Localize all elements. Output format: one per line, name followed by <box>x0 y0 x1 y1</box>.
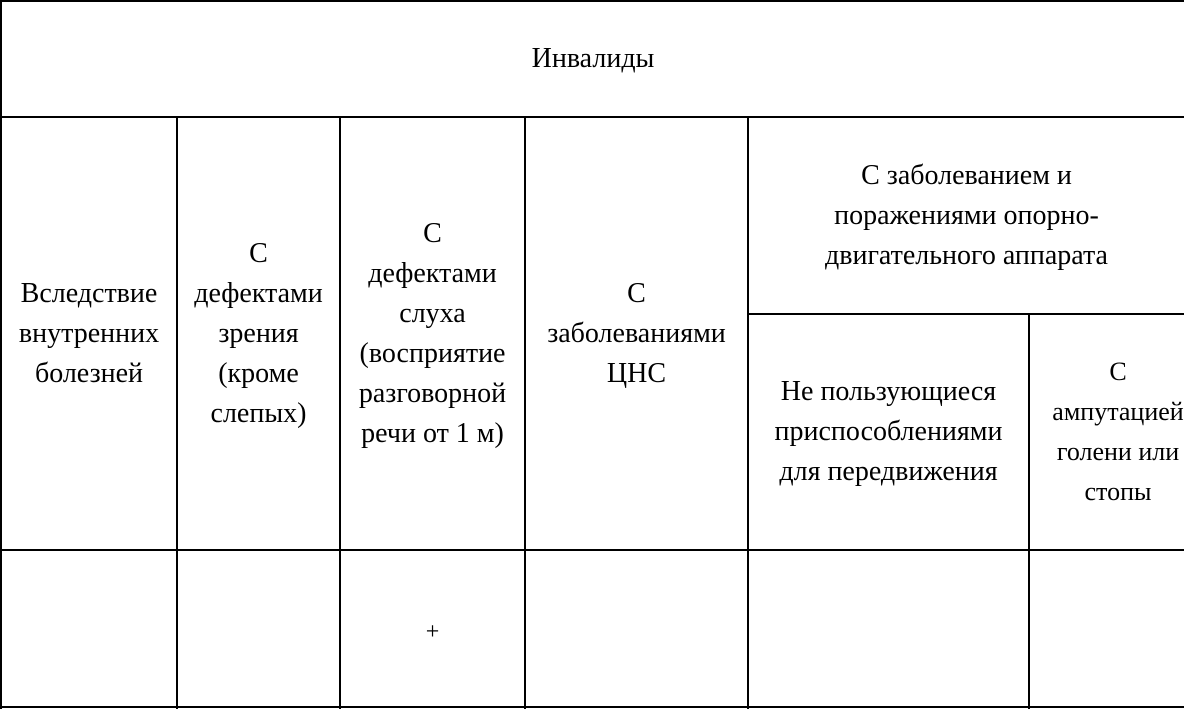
column-header-leg-amputation <box>1030 315 1184 549</box>
table-cell-hearing-defects <box>341 551 524 706</box>
table-cell-no-mobility-aids <box>749 551 1028 706</box>
column-label-hearing-defects: С дефектами слуха (восприятие разговорной речи от 1 м) <box>358 217 507 449</box>
column-header-hearing-defects <box>341 118 524 549</box>
table-title: Инвалиды <box>531 43 655 74</box>
cell-value-hearing-defects: + <box>425 618 440 645</box>
table-cell-internal-diseases <box>2 551 176 706</box>
table-cell-cns-diseases <box>526 551 747 706</box>
column-label-internal-diseases: Вследствие внутренних болезней <box>18 277 160 389</box>
column-header-internal-diseases <box>2 118 176 549</box>
table-header-cell <box>2 2 1184 116</box>
column-label-cns-diseases: С заболеваниями ЦНС <box>547 277 726 389</box>
table-cell-leg-amputation <box>1030 551 1184 706</box>
column-header-vision-defects <box>178 118 339 549</box>
column-header-no-mobility-aids <box>749 315 1028 549</box>
column-group-label-musculoskeletal: С заболеванием и поражениями опорно- двигательного аппарата <box>825 159 1108 271</box>
column-label-no-mobility-aids: Не пользующиеся приспособлениями для передвижения <box>774 376 1003 487</box>
table-cell-vision-defects <box>178 551 339 706</box>
column-label-vision-defects: С дефектами зрения (кроме слепых) <box>194 237 323 429</box>
column-header-cns-diseases <box>526 118 747 549</box>
column-group-musculoskeletal <box>749 118 1184 313</box>
column-label-leg-amputation: С ампутацией голени или стопы <box>1052 357 1184 506</box>
